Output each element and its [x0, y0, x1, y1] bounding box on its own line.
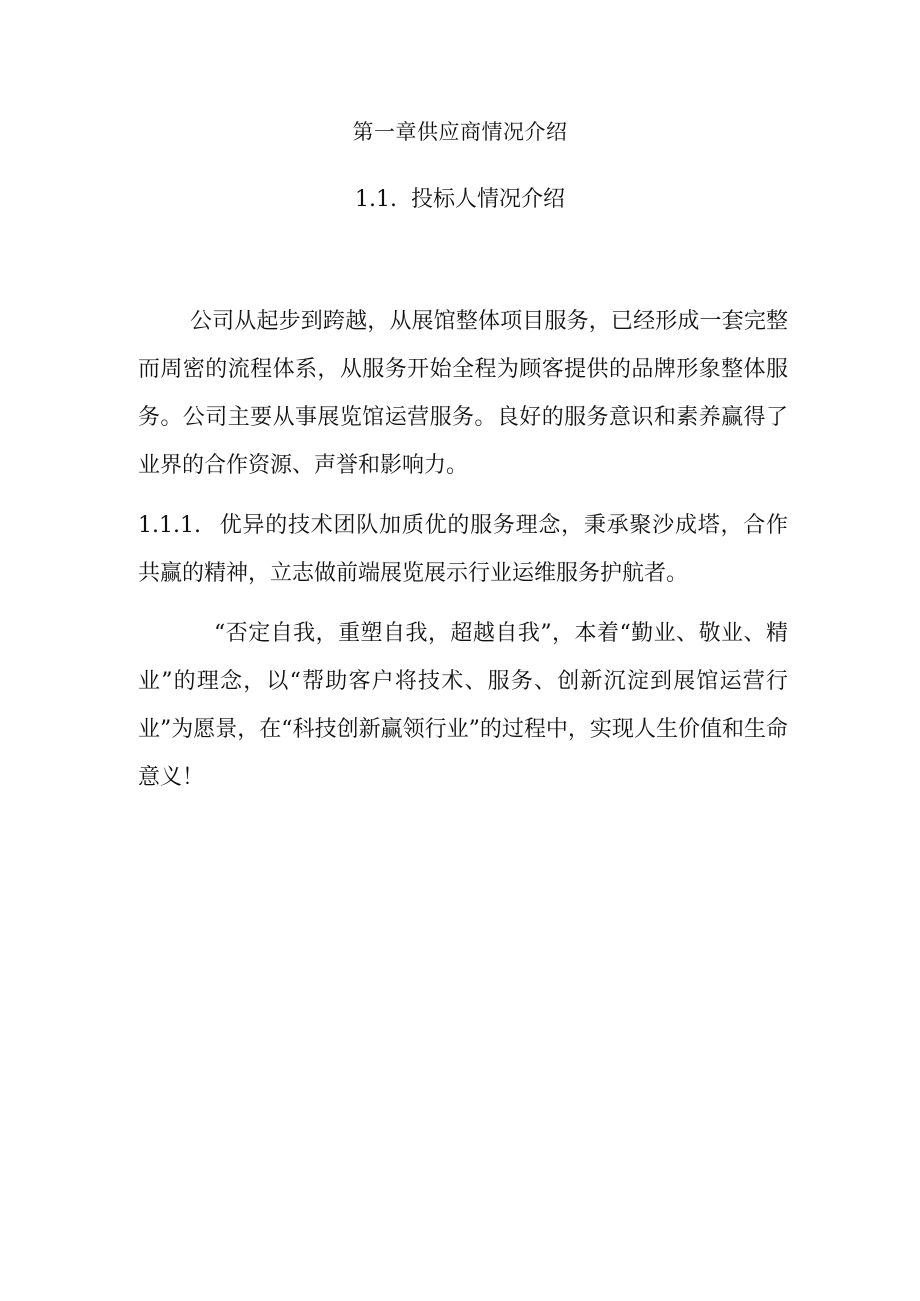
- vision-paragraph: “否定自我，重塑自我，超越自我”，本着“勤业、敬业、精业”的理念，以“帮助客户将技术、服务、创新沉淀到展馆运营行业”为愿景，在“科技创新赢领行业”的过程中，实现人生价值和生命意义！: [138, 621, 788, 790]
- section-title: 投标人情况介绍: [410, 187, 565, 212]
- section-number: 1.1.: [355, 187, 397, 212]
- subsection-number: 1.1.1.: [138, 513, 201, 538]
- subsection-paragraph: [138, 502, 788, 598]
- intro-paragraph: 公司从起步到跨越，从展馆整体项目服务，已经形成一套完整而周密的流程体系，从服务开始全程为顾客提供的品牌形象整体服务。公司主要从事展览馆运营服务。良好的服务意识和素养赢得了业界的合作资源、声誉和影响力。: [138, 309, 788, 478]
- subsection-text: 优异的技术团队加质优的服务理念，秉承聚沙成塔，合作共赢的精神，立志做前端展览展示行业运维服务护航者。: [138, 513, 788, 586]
- section-heading: [0, 182, 920, 218]
- chapter-title: 第一章供应商情况介绍: [352, 120, 568, 144]
